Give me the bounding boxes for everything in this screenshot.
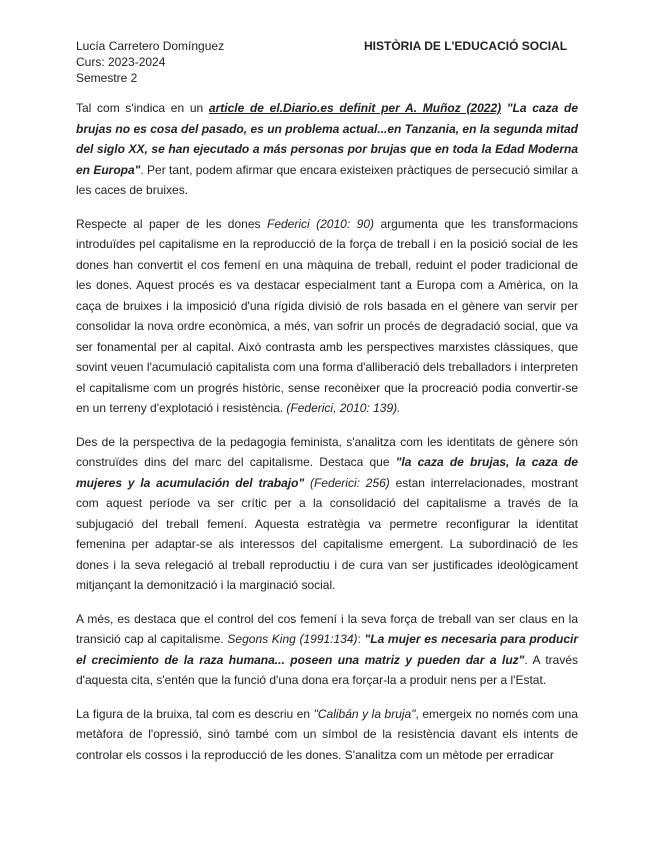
quote: "la caza de brujas, la caza de mujeres y la acumulación del trabajo" — [76, 455, 579, 490]
paragraph-5: La figura de la bruixa, tal com es descriu en "Calibán y la bruja", emergeix no només com una metàfora de l'opressió, sinó també com un símbol de la resistència davant els intents de controlar els cossos i la reproducció de les dones. S'analitza com un mètode per erradicar — [76, 706, 578, 762]
book-title: "Calibán y la bruja" — [313, 706, 416, 721]
citation: Segons King (1991:134) — [227, 632, 358, 646]
citation: (Federici, 2010: 139). — [286, 401, 401, 415]
paragraph-4: A més, es destaca que el control del cos femení i la seva força de treball van ser claus en la transició cap al capitalisme. Segons King (1991:134): "La mujer es necesaria para producir el crecimiento de la raza humana... poseen una matriz y pueden dar a luz". A través d'aquesta cita, s'entén que la funció d'una dona era forçar-la a produir nens per a l'Estat. — [76, 611, 579, 687]
paragraph-1: Tal com s'indica en un article de el.Diario.es definit per A. Muñoz (2022) "La caza de brujas no es cosa del pasado, es un problema actual...en Tanzania, en la segunda mitad del siglo XX, se han ejecutado a más personas por brujas que en toda la Edad Moderna en Europa". Per tant, podem afirmar que encara existeixen pràctiques de persecució similar a les caces de bruixes. — [76, 101, 578, 197]
course-year: Curs: 2023-2024 — [76, 55, 166, 69]
header-info — [76, 38, 224, 86]
author-name: Lucía Carretero Domínguez — [76, 39, 225, 53]
citation: Federici (2010: 90) — [266, 216, 374, 231]
paragraph-2: Respecte al paper de les dones Federici (2010: 90) argumenta que les transformacions introduïdes pel capitalisme en la reproducció de la força de treball i en la posició social de les dones han convertit el cos femení en una màquina de treball, reduint el poder tradicional de les dones. Aquest procés es va destacar especialment tant a Europa com a Amèrica, on la caça de bruixes i la imposició d'una rígida divisió de rols basada en el gènere van servir per consolidar la nova ordre econòmica, a més, van sofrir un procés de degradació social, que va ser fonamental per al capital. Això contrasta amb les perspectives marxistes clàssiques, que sovint veuen l'acumulació capitalista com una forma d'alliberació dels treballadors i interpreten el capitalisme com un progrés històric, sense reconèixer que la procreació podia convertir-se en un terreny d'explotació i resistència. (Federici, 2010: 139). — [76, 216, 579, 415]
document-title: HISTÒRIA DE L'EDUCACIÓ SOCIAL — [364, 39, 568, 53]
article-link[interactable]: article de el.Diario.es definit per A. Muñoz (2022) — [208, 101, 502, 115]
quote: "La caza de brujas no es cosa del pasado, es un problema actual...en Tanzania, en la segunda mitad del siglo XX, se han ejecutado a más personas por brujas que en toda la Edad Moderna en Europa" — [76, 101, 578, 177]
citation: (Federici: 256) — [309, 475, 390, 490]
paragraph-3: Des de la perspectiva de la pedagogia feminista, s'analitza com les identitats de gènere són construïdes dins del marc del capitalisme. Destaca que "la caza de brujas, la caza de mujeres y la acumulación del trabajo" (Federici: 256) estan interrelacionades, mostrant com aquest període va ser crític per a la consolidació del capitalisme a través de la subjugació del treball femení. Aquesta estratègia va permetre reconfigurar la identitat femenina per adaptar-se als interessos del capitalisme emergent. La subordinació de les dones i la seva relegació al treball reproductiu i de cura van ser justificades ideològicament mitjançant la demonització i la marginació social. — [76, 434, 579, 592]
quote: "La mujer es necesaria para producir el crecimiento de la raza humana... poseen una matriz y pueden dar a luz" — [76, 632, 579, 667]
semester: Semestre 2 — [76, 71, 138, 85]
document-body — [76, 98, 578, 778]
